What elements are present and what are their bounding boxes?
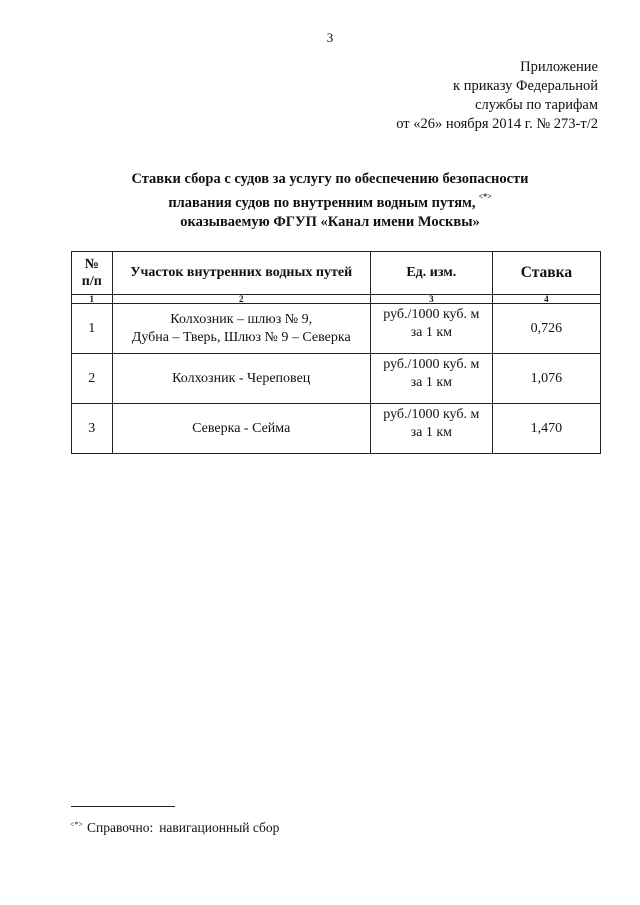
row-section [112,304,370,354]
appendix-line: Приложение [520,59,598,75]
title-line: Ставки сбора с судов за услугу по обеспечению безопасности [131,171,529,187]
section-line: Дубна – Тверь, Шлюз № 9 – Северка [131,329,351,345]
row-rate: 0,726 [492,304,600,354]
header-unit: Ед. изм. [370,252,492,295]
header-number-symbol: № [84,257,99,272]
column-index-row [72,295,601,304]
row-rate: 1,076 [492,354,600,404]
title-line: оказываемую ФГУП «Канал имени Москвы» [180,213,480,230]
table-row [72,404,601,454]
unit-line: за 1 км [410,425,453,440]
row-section [112,354,370,404]
appendix-block [396,58,598,134]
unit-line: руб./1000 куб. м [383,307,480,322]
document-title [90,170,570,232]
unit-line: руб./1000 куб. м [383,357,480,372]
footnote-divider [71,806,175,807]
title-line [90,189,570,213]
unit-line: за 1 км [410,375,453,390]
section-line: Северка - Сейма [192,420,291,436]
footnote-label: Справочно: [87,820,154,835]
column-index: 4 [492,295,600,304]
title-line-text: плавания судов по внутренним водным путям, [168,194,476,211]
page-number: 3 [326,30,334,45]
row-number: 2 [72,354,113,404]
row-number: 3 [72,404,113,454]
row-unit [370,304,492,354]
appendix-line: службы по тарифам [475,97,598,113]
row-unit [370,404,492,454]
footnote-text: навигационный сбор [159,820,280,835]
unit-line: за 1 км [410,325,453,340]
table-row [72,354,601,404]
appendix-line: к приказу Федеральной [453,78,598,94]
column-index: 1 [72,295,113,304]
header-number-abbr: п/п [81,274,102,289]
section-line: Колхозник - Череповец [172,370,311,386]
footnote [70,820,279,836]
table-header-row [72,252,601,295]
appendix-line: от «26» ноября 2014 г. № 273-т/2 [396,116,598,132]
column-index: 2 [112,295,370,304]
row-rate: 1,470 [492,404,600,454]
column-index: 3 [370,295,492,304]
header-number [72,252,113,295]
header-section: Участок внутренних водных путей [112,252,370,295]
row-section [112,404,370,454]
footnote-reference-mark: <*> [478,192,492,201]
unit-line: руб./1000 куб. м [383,407,480,422]
rates-table [71,251,601,454]
table-row [72,304,601,354]
footnote-mark: <*> [70,820,84,829]
section-line: Колхозник – шлюз № 9, [170,311,313,327]
row-unit [370,354,492,404]
header-rate: Ставка [492,252,600,295]
row-number: 1 [72,304,113,354]
